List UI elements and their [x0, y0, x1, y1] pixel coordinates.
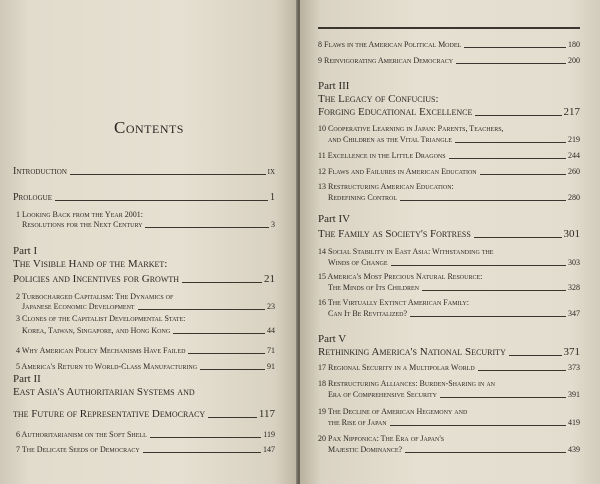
toc-entry-part-5[interactable]: Rethinking America's National Security 371 [318, 346, 580, 358]
part-3-label: Part III [318, 80, 350, 92]
chapter-13-line1: 13 Restructuring American Education: [318, 182, 454, 191]
chapter-10-line1: 10 Cooperative Learning in Japan: Parents, Teachers, [318, 124, 504, 133]
chapter-18-line1: 18 Restructuring Alliances: Burden-Sharing in an [318, 379, 496, 388]
part-3-title-line1: The Legacy of Confucius: [318, 93, 439, 105]
chapter-14-line1: 14 Social Stability in East Asia: Withstanding the [318, 247, 494, 256]
toc-entry-chapter-8[interactable]: 8 Flaws in the American Political Model 180 [318, 40, 580, 49]
part-2-title-line1: East Asia's Authoritarian Systems and [13, 386, 195, 398]
toc-entry-chapter-3[interactable]: Korea, Taiwan, Singapore, and Hong Kong 44 [22, 326, 275, 335]
toc-entry-chapter-19[interactable]: the Rise of Japan 419 [328, 418, 580, 427]
toc-entry-part-2[interactable]: the Future of Representative Democracy 117 [13, 408, 275, 420]
toc-entry-chapter-14[interactable]: Winds of Change 303 [328, 258, 580, 267]
toc-entry-chapter-1[interactable]: Resolutions for the Next Century 3 [22, 220, 275, 229]
toc-entry-chapter-12[interactable]: 12 Flaws and Failures in American Education 260 [318, 167, 580, 176]
right-page [300, 0, 600, 484]
part-1-title-line1: The Visible Hand of the Market: [13, 258, 168, 270]
part-2-label: Part II [13, 373, 41, 385]
toc-entry-prologue[interactable]: Prologue 1 [13, 192, 275, 203]
part-1-label: Part I [13, 245, 38, 257]
toc-entry-chapter-7[interactable]: 7 The Delicate Seeds of Democracy 147 [16, 445, 275, 454]
part-4-label: Part IV [318, 213, 351, 225]
toc-entry-chapter-20[interactable]: Majestic Dominance? 439 [328, 445, 580, 454]
chapter-16-line1: 16 The Virtually Extinct American Family: [318, 298, 470, 307]
toc-entry-chapter-18[interactable]: Era of Comprehensive Security 391 [328, 390, 580, 399]
toc-entry-chapter-5[interactable]: 5 America's Return to World-Class Manufacturing 91 [16, 362, 275, 371]
toc-entry-chapter-10[interactable]: and Children as the Vital Triangle 219 [328, 135, 580, 144]
chapter-19-line1: 19 The Decline of American Hegemony and [318, 407, 468, 416]
toc-entry-part-3[interactable]: Forging Educational Excellence 217 [318, 106, 580, 118]
left-page [0, 0, 298, 484]
toc-entry-chapter-6[interactable]: 6 Authoritarianism on the Soft Shell 119 [16, 430, 275, 439]
toc-entry-introduction[interactable]: Introduction ix [13, 166, 275, 177]
toc-entry-chapter-15[interactable]: The Minds of Its Children 328 [328, 283, 580, 292]
toc-entry-chapter-9[interactable]: 9 Reinvigorating American Democracy 200 [318, 56, 580, 65]
toc-entry-chapter-4[interactable]: 4 Why American Policy Mechanisms Have Failed 71 [16, 346, 275, 355]
toc-entry-chapter-11[interactable]: 11 Excellence in the Little Dragons 244 [318, 151, 580, 160]
toc-entry-part-1[interactable]: Policies and Incentives for Growth 21 [13, 273, 275, 285]
toc-entry-chapter-17[interactable]: 17 Regional Security in a Multipolar World 373 [318, 363, 580, 372]
toc-entry-chapter-13[interactable]: Redefining Control 280 [328, 193, 580, 202]
chapter-1-line1: 1 Looking Back from the Year 2001: [16, 210, 143, 219]
chapter-2-line1: 2 Turbocharged Capitalism: The Dynamics of [16, 292, 174, 301]
top-rule [318, 27, 580, 29]
toc-entry-chapter-2[interactable]: Japanese Economic Development 23 [22, 302, 275, 311]
toc-entry-chapter-16[interactable]: Can It Be Revitalized? 347 [328, 309, 580, 318]
chapter-20-line1: 20 Pax Nipponica: The Era of Japan's [318, 434, 445, 443]
contents-heading: Contents [113, 118, 184, 137]
chapter-15-line1: 15 America's Most Precious Natural Resource: [318, 272, 483, 281]
chapter-3-line1: 3 Clones of the Capitalist Developmental State: [16, 314, 186, 323]
toc-entry-part-4[interactable]: The Family as Society's Fortress 301 [318, 228, 580, 240]
part-5-label: Part V [318, 333, 347, 345]
